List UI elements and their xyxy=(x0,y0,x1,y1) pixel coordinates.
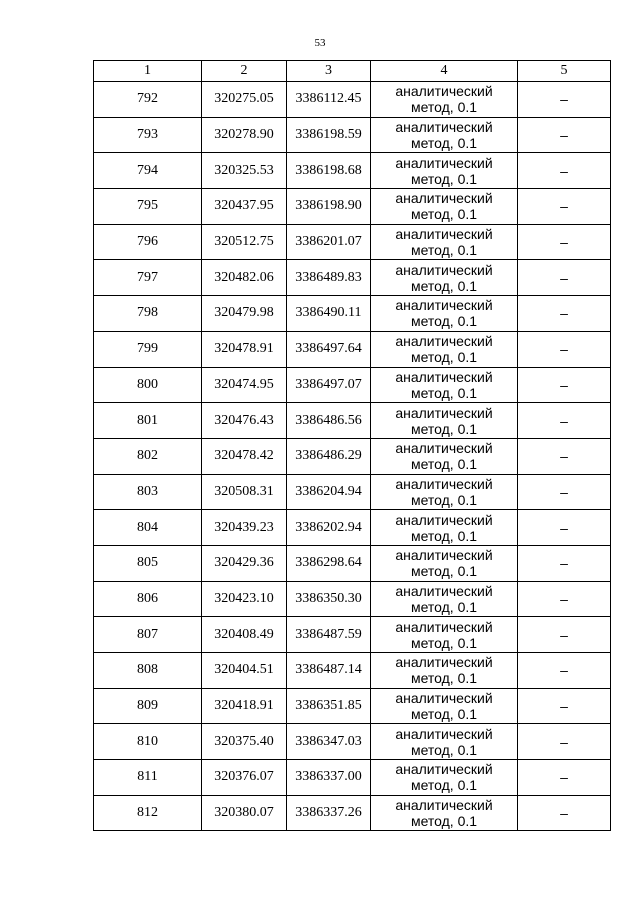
method-line-1: аналитический xyxy=(395,797,493,814)
description-cell: – xyxy=(518,296,611,332)
method-line-1: аналитический xyxy=(395,83,493,100)
method-line-2: метод, 0.1 xyxy=(410,634,478,651)
description-cell: – xyxy=(518,510,611,546)
method-line-1: аналитический xyxy=(395,547,493,564)
x-coordinate-cell: 320404.51 xyxy=(202,653,287,689)
point-number-cell: 805 xyxy=(94,545,202,581)
point-number-cell: 795 xyxy=(94,189,202,225)
method-line-1: аналитический xyxy=(395,618,493,635)
coordinates-table xyxy=(93,60,611,831)
y-coordinate-cell: 3386487.14 xyxy=(287,653,371,689)
method-line-2: метод, 0.1 xyxy=(410,563,478,580)
x-coordinate-cell: 320476.43 xyxy=(202,403,287,439)
table-row xyxy=(94,724,611,760)
description-cell: – xyxy=(518,331,611,367)
point-number-cell: 812 xyxy=(94,795,202,831)
method-cell xyxy=(371,367,518,403)
point-number-cell: 811 xyxy=(94,760,202,796)
point-number-cell: 804 xyxy=(94,510,202,546)
description-cell: – xyxy=(518,82,611,118)
point-number-cell: 801 xyxy=(94,403,202,439)
method-line-2: метод, 0.1 xyxy=(410,206,478,223)
method-cell xyxy=(371,760,518,796)
x-coordinate-cell: 320508.31 xyxy=(202,474,287,510)
method-line-2: метод, 0.1 xyxy=(410,670,478,687)
point-number-cell: 803 xyxy=(94,474,202,510)
y-coordinate-cell: 3386337.26 xyxy=(287,795,371,831)
y-coordinate-cell: 3386198.59 xyxy=(287,117,371,153)
description-cell: – xyxy=(518,260,611,296)
method-cell xyxy=(371,189,518,225)
x-coordinate-cell: 320478.91 xyxy=(202,331,287,367)
method-line-1: аналитический xyxy=(395,654,493,671)
point-number-cell: 793 xyxy=(94,117,202,153)
table-row xyxy=(94,260,611,296)
method-cell xyxy=(371,724,518,760)
x-coordinate-cell: 320423.10 xyxy=(202,581,287,617)
y-coordinate-cell: 3386487.59 xyxy=(287,617,371,653)
method-line-2: метод, 0.1 xyxy=(410,242,478,259)
point-number-cell: 799 xyxy=(94,331,202,367)
x-coordinate-cell: 320437.95 xyxy=(202,189,287,225)
method-line-1: аналитический xyxy=(395,261,493,278)
method-line-2: метод, 0.1 xyxy=(410,99,478,116)
method-line-1: аналитический xyxy=(395,368,493,385)
method-cell xyxy=(371,617,518,653)
method-cell xyxy=(371,82,518,118)
method-cell xyxy=(371,117,518,153)
description-cell: – xyxy=(518,438,611,474)
header-col-4: 4 xyxy=(371,61,518,82)
table-row xyxy=(94,117,611,153)
method-line-2: метод, 0.1 xyxy=(410,349,478,366)
method-line-1: аналитический xyxy=(395,511,493,528)
description-cell: – xyxy=(518,795,611,831)
x-coordinate-cell: 320275.05 xyxy=(202,82,287,118)
method-line-1: аналитический xyxy=(395,440,493,457)
header-col-1: 1 xyxy=(94,61,202,82)
x-coordinate-cell: 320325.53 xyxy=(202,153,287,189)
y-coordinate-cell: 3386198.68 xyxy=(287,153,371,189)
point-number-cell: 808 xyxy=(94,653,202,689)
method-line-1: аналитический xyxy=(395,725,493,742)
point-number-cell: 796 xyxy=(94,224,202,260)
point-number-cell: 800 xyxy=(94,367,202,403)
x-coordinate-cell: 320375.40 xyxy=(202,724,287,760)
method-line-2: метод, 0.1 xyxy=(410,313,478,330)
method-line-2: метод, 0.1 xyxy=(410,170,478,187)
x-coordinate-cell: 320376.07 xyxy=(202,760,287,796)
y-coordinate-cell: 3386347.03 xyxy=(287,724,371,760)
table-row xyxy=(94,688,611,724)
y-coordinate-cell: 3386198.90 xyxy=(287,189,371,225)
method-cell xyxy=(371,474,518,510)
description-cell: – xyxy=(518,224,611,260)
table-row xyxy=(94,653,611,689)
point-number-cell: 792 xyxy=(94,82,202,118)
x-coordinate-cell: 320512.75 xyxy=(202,224,287,260)
method-line-2: метод, 0.1 xyxy=(410,420,478,437)
x-coordinate-cell: 320478.42 xyxy=(202,438,287,474)
table-row xyxy=(94,82,611,118)
method-cell xyxy=(371,653,518,689)
point-number-cell: 798 xyxy=(94,296,202,332)
table-row xyxy=(94,474,611,510)
method-line-1: аналитический xyxy=(395,297,493,314)
point-number-cell: 809 xyxy=(94,688,202,724)
description-cell: – xyxy=(518,189,611,225)
method-line-1: аналитический xyxy=(395,119,493,136)
table-row xyxy=(94,403,611,439)
method-cell xyxy=(371,260,518,296)
point-number-cell: 802 xyxy=(94,438,202,474)
method-line-1: аналитический xyxy=(395,404,493,421)
y-coordinate-cell: 3386486.29 xyxy=(287,438,371,474)
method-cell xyxy=(371,153,518,189)
y-coordinate-cell: 3386486.56 xyxy=(287,403,371,439)
table-row xyxy=(94,581,611,617)
header-col-5: 5 xyxy=(518,61,611,82)
method-line-1: аналитический xyxy=(395,475,493,492)
table-row xyxy=(94,153,611,189)
y-coordinate-cell: 3386497.07 xyxy=(287,367,371,403)
method-line-2: метод, 0.1 xyxy=(410,527,478,544)
method-cell xyxy=(371,545,518,581)
method-cell xyxy=(371,296,518,332)
table-row xyxy=(94,224,611,260)
y-coordinate-cell: 3386337.00 xyxy=(287,760,371,796)
method-line-2: метод, 0.1 xyxy=(410,491,478,508)
point-number-cell: 797 xyxy=(94,260,202,296)
description-cell: – xyxy=(518,760,611,796)
method-line-2: метод, 0.1 xyxy=(410,777,478,794)
header-col-3: 3 xyxy=(287,61,371,82)
method-cell xyxy=(371,331,518,367)
method-line-2: метод, 0.1 xyxy=(410,741,478,758)
table-row xyxy=(94,510,611,546)
method-line-2: метод, 0.1 xyxy=(410,706,478,723)
method-line-2: метод, 0.1 xyxy=(410,456,478,473)
point-number-cell: 794 xyxy=(94,153,202,189)
y-coordinate-cell: 3386201.07 xyxy=(287,224,371,260)
method-line-2: метод, 0.1 xyxy=(410,598,478,615)
y-coordinate-cell: 3386351.85 xyxy=(287,688,371,724)
table-row xyxy=(94,438,611,474)
method-line-1: аналитический xyxy=(395,761,493,778)
method-cell xyxy=(371,581,518,617)
method-cell xyxy=(371,224,518,260)
x-coordinate-cell: 320474.95 xyxy=(202,367,287,403)
method-cell xyxy=(371,403,518,439)
x-coordinate-cell: 320429.36 xyxy=(202,545,287,581)
table-row xyxy=(94,545,611,581)
table-row xyxy=(94,760,611,796)
table-body xyxy=(94,82,611,831)
y-coordinate-cell: 3386350.30 xyxy=(287,581,371,617)
y-coordinate-cell: 3386112.45 xyxy=(287,82,371,118)
point-number-cell: 806 xyxy=(94,581,202,617)
table-row xyxy=(94,296,611,332)
header-row xyxy=(94,61,611,82)
method-line-1: аналитический xyxy=(395,190,493,207)
y-coordinate-cell: 3386490.11 xyxy=(287,296,371,332)
x-coordinate-cell: 320482.06 xyxy=(202,260,287,296)
x-coordinate-cell: 320418.91 xyxy=(202,688,287,724)
y-coordinate-cell: 3386298.64 xyxy=(287,545,371,581)
description-cell: – xyxy=(518,545,611,581)
description-cell: – xyxy=(518,724,611,760)
x-coordinate-cell: 320380.07 xyxy=(202,795,287,831)
x-coordinate-cell: 320278.90 xyxy=(202,117,287,153)
header-col-2: 2 xyxy=(202,61,287,82)
description-cell: – xyxy=(518,617,611,653)
x-coordinate-cell: 320479.98 xyxy=(202,296,287,332)
point-number-cell: 807 xyxy=(94,617,202,653)
description-cell: – xyxy=(518,581,611,617)
y-coordinate-cell: 3386489.83 xyxy=(287,260,371,296)
method-line-2: метод, 0.1 xyxy=(410,135,478,152)
y-coordinate-cell: 3386202.94 xyxy=(287,510,371,546)
y-coordinate-cell: 3386497.64 xyxy=(287,331,371,367)
description-cell: – xyxy=(518,367,611,403)
description-cell: – xyxy=(518,688,611,724)
description-cell: – xyxy=(518,153,611,189)
method-line-2: метод, 0.1 xyxy=(410,384,478,401)
page-number: 53 xyxy=(314,37,326,49)
method-cell xyxy=(371,510,518,546)
method-line-1: аналитический xyxy=(395,690,493,707)
method-line-1: аналитический xyxy=(395,333,493,350)
table-row xyxy=(94,617,611,653)
table-row xyxy=(94,367,611,403)
x-coordinate-cell: 320408.49 xyxy=(202,617,287,653)
method-line-1: аналитический xyxy=(395,226,493,243)
table-row xyxy=(94,795,611,831)
method-cell xyxy=(371,438,518,474)
point-number-cell: 810 xyxy=(94,724,202,760)
table-header xyxy=(94,61,611,82)
method-line-1: аналитический xyxy=(395,582,493,599)
method-line-2: метод, 0.1 xyxy=(410,277,478,294)
description-cell: – xyxy=(518,474,611,510)
description-cell: – xyxy=(518,403,611,439)
table-row xyxy=(94,189,611,225)
y-coordinate-cell: 3386204.94 xyxy=(287,474,371,510)
method-line-2: метод, 0.1 xyxy=(410,813,478,830)
method-cell xyxy=(371,795,518,831)
table-row xyxy=(94,331,611,367)
method-cell xyxy=(371,688,518,724)
description-cell: – xyxy=(518,653,611,689)
description-cell: – xyxy=(518,117,611,153)
x-coordinate-cell: 320439.23 xyxy=(202,510,287,546)
method-line-1: аналитический xyxy=(395,154,493,171)
